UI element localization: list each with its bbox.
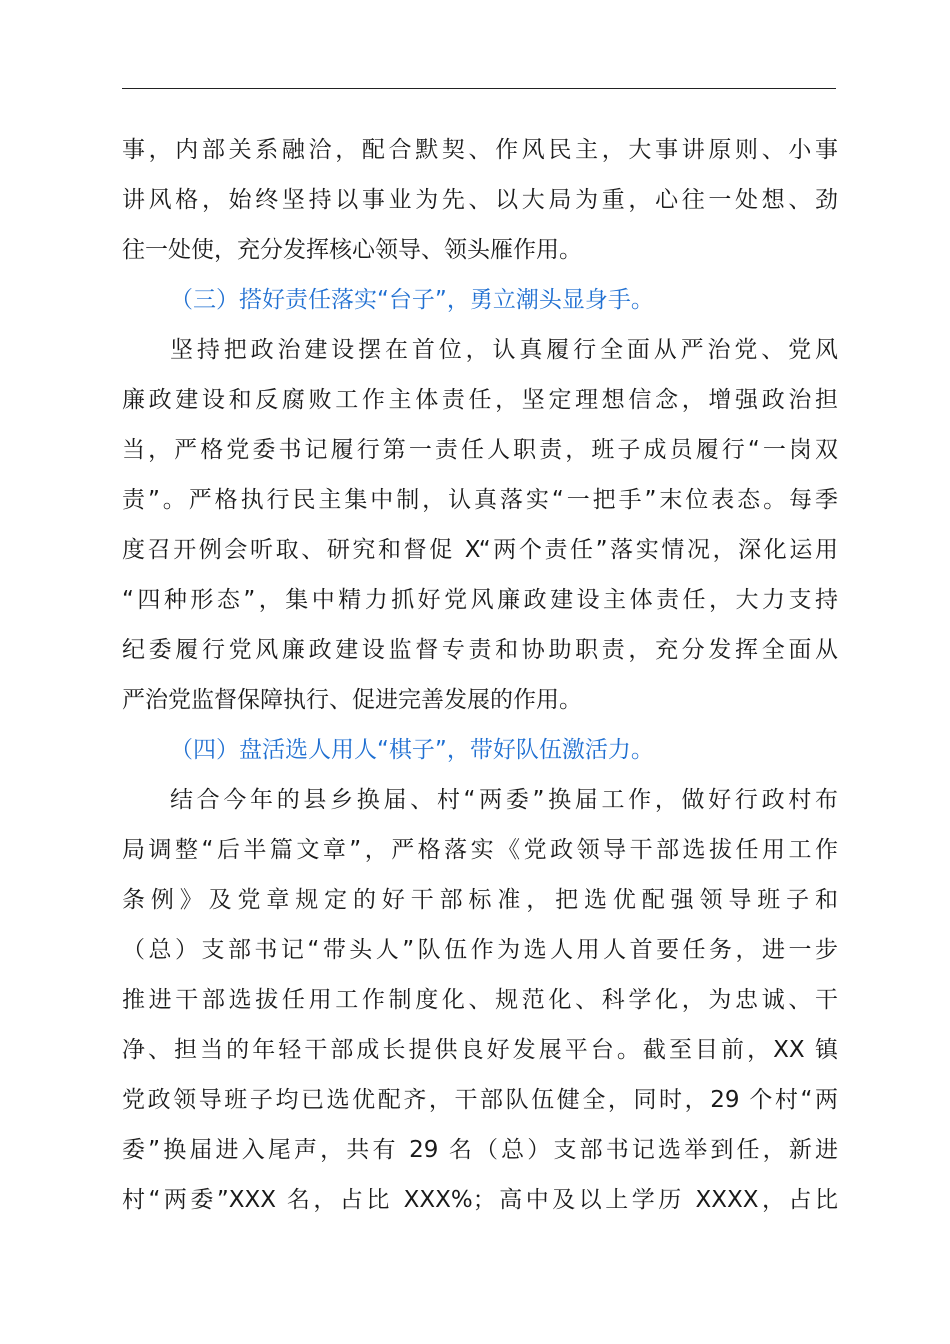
text-line: 责”。严格执行民主集中制，认真落实“一把手”末位表态。每季 xyxy=(122,487,838,513)
section-heading: （三）搭好责任落实“台子”，勇立潮头显身手。 xyxy=(170,287,654,313)
text-line: 局调整“后半篇文章”，严格落实《党政领导干部选拔任用工作 xyxy=(122,837,838,863)
text-line: （总）支部书记“带头人”队伍作为选人用人首要任务，进一步 xyxy=(122,937,838,963)
text-line: 往一处使，充分发挥核心领导、领头雁作用。 xyxy=(122,237,582,263)
text-line: 党政领导班子均已选优配齐，干部队伍健全，同时，29 个村“两 xyxy=(122,1087,838,1113)
text-line: 度召开例会听取、研究和督促 X“两个责任”落实情况，深化运用 xyxy=(122,537,838,563)
text-line: 结合今年的县乡换届、村“两委”换届工作，做好行政村布 xyxy=(170,787,838,813)
text-line: 净、担当的年轻干部成长提供良好发展平台。截至目前，XX 镇 xyxy=(122,1037,838,1063)
text-line: 纪委履行党风廉政建设监督专责和协助职责，充分发挥全面从 xyxy=(122,637,838,663)
text-line: “四种形态”，集中精力抓好党风廉政建设主体责任，大力支持 xyxy=(122,587,838,613)
text-line: 讲风格，始终坚持以事业为先、以大局为重，心往一处想、劲 xyxy=(122,187,838,213)
text-line: 当，严格党委书记履行第一责任人职责，班子成员履行“一岗双 xyxy=(122,437,838,463)
document-body xyxy=(122,125,838,1225)
text-line: 条例》及党章规定的好干部标准，把选优配强领导班子和 xyxy=(122,887,838,913)
text-line: 村“两委”XXX 名，占比 XXX%；高中及以上学历 XXXX，占比 xyxy=(122,1187,838,1213)
header-rule xyxy=(122,88,836,89)
text-line: 委”换届进入尾声，共有 29 名（总）支部书记选举到任，新进 xyxy=(122,1137,838,1163)
text-line: 推进干部选拔任用工作制度化、规范化、科学化，为忠诚、干 xyxy=(122,987,838,1013)
text-line: 严治党监督保障执行、促进完善发展的作用。 xyxy=(122,687,582,713)
text-line: 坚持把政治建设摆在首位，认真履行全面从严治党、党风 xyxy=(170,337,838,363)
text-line: 事，内部关系融洽，配合默契、作风民主，大事讲原则、小事 xyxy=(122,137,838,163)
text-line: 廉政建设和反腐败工作主体责任，坚定理想信念，增强政治担 xyxy=(122,387,838,413)
section-heading: （四）盘活选人用人“棋子”，带好队伍激活力。 xyxy=(170,737,654,763)
